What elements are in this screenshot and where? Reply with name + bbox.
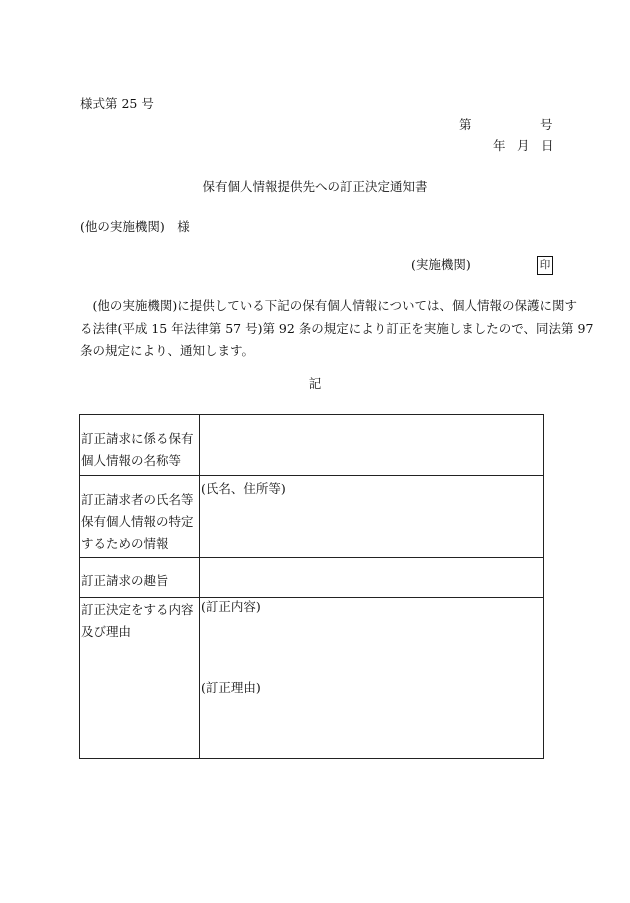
document-number-suffix: 号 (540, 117, 553, 132)
notice-body (80, 295, 594, 363)
row-value: (氏名、住所等) (200, 476, 544, 558)
table-row (80, 476, 544, 558)
document-number-prefix: 第 (459, 117, 472, 132)
row-label: 訂正請求に係る保有個人情報の名称等 (80, 415, 200, 476)
table-row (80, 558, 544, 598)
row-label: 訂正請求者の氏名等保有個人情報の特定するための情報 (80, 476, 200, 558)
row-label: 訂正請求の趣旨 (80, 558, 200, 598)
notice-body-line: る法律(平成 15 年法律第 57 号)第 92 条の規定により訂正を実施しましたので、同法第 97 (80, 320, 594, 336)
notice-body-line: 条の規定により、通知します。 (80, 343, 255, 358)
row-label: 訂正決定をする内容及び理由 (80, 598, 200, 759)
row-value (200, 558, 544, 598)
table-row (80, 598, 544, 759)
addressee: (他の実施機関) 様 (80, 219, 190, 234)
issuer: (実施機関) (411, 257, 471, 272)
document-title: 保有個人情報提供先への訂正決定通知書 (202, 179, 428, 194)
date-year: 年 (493, 138, 506, 153)
row-value (200, 415, 544, 476)
form-number: 様式第 25 号 (80, 96, 154, 111)
notice-body-line: (他の実施機関)に提供している下記の保有個人情報については、個人情報の保護に関す (80, 298, 578, 313)
seal-mark: 印 (537, 256, 553, 275)
date-day: 日 (541, 138, 554, 153)
record-heading: 記 (308, 376, 322, 391)
correction-reason-label: (訂正理由) (201, 680, 261, 695)
table-row (80, 415, 544, 476)
row-value (200, 598, 544, 759)
date-month: 月 (517, 138, 530, 153)
correction-content-label: (訂正内容) (201, 599, 261, 614)
record-table (79, 414, 544, 759)
